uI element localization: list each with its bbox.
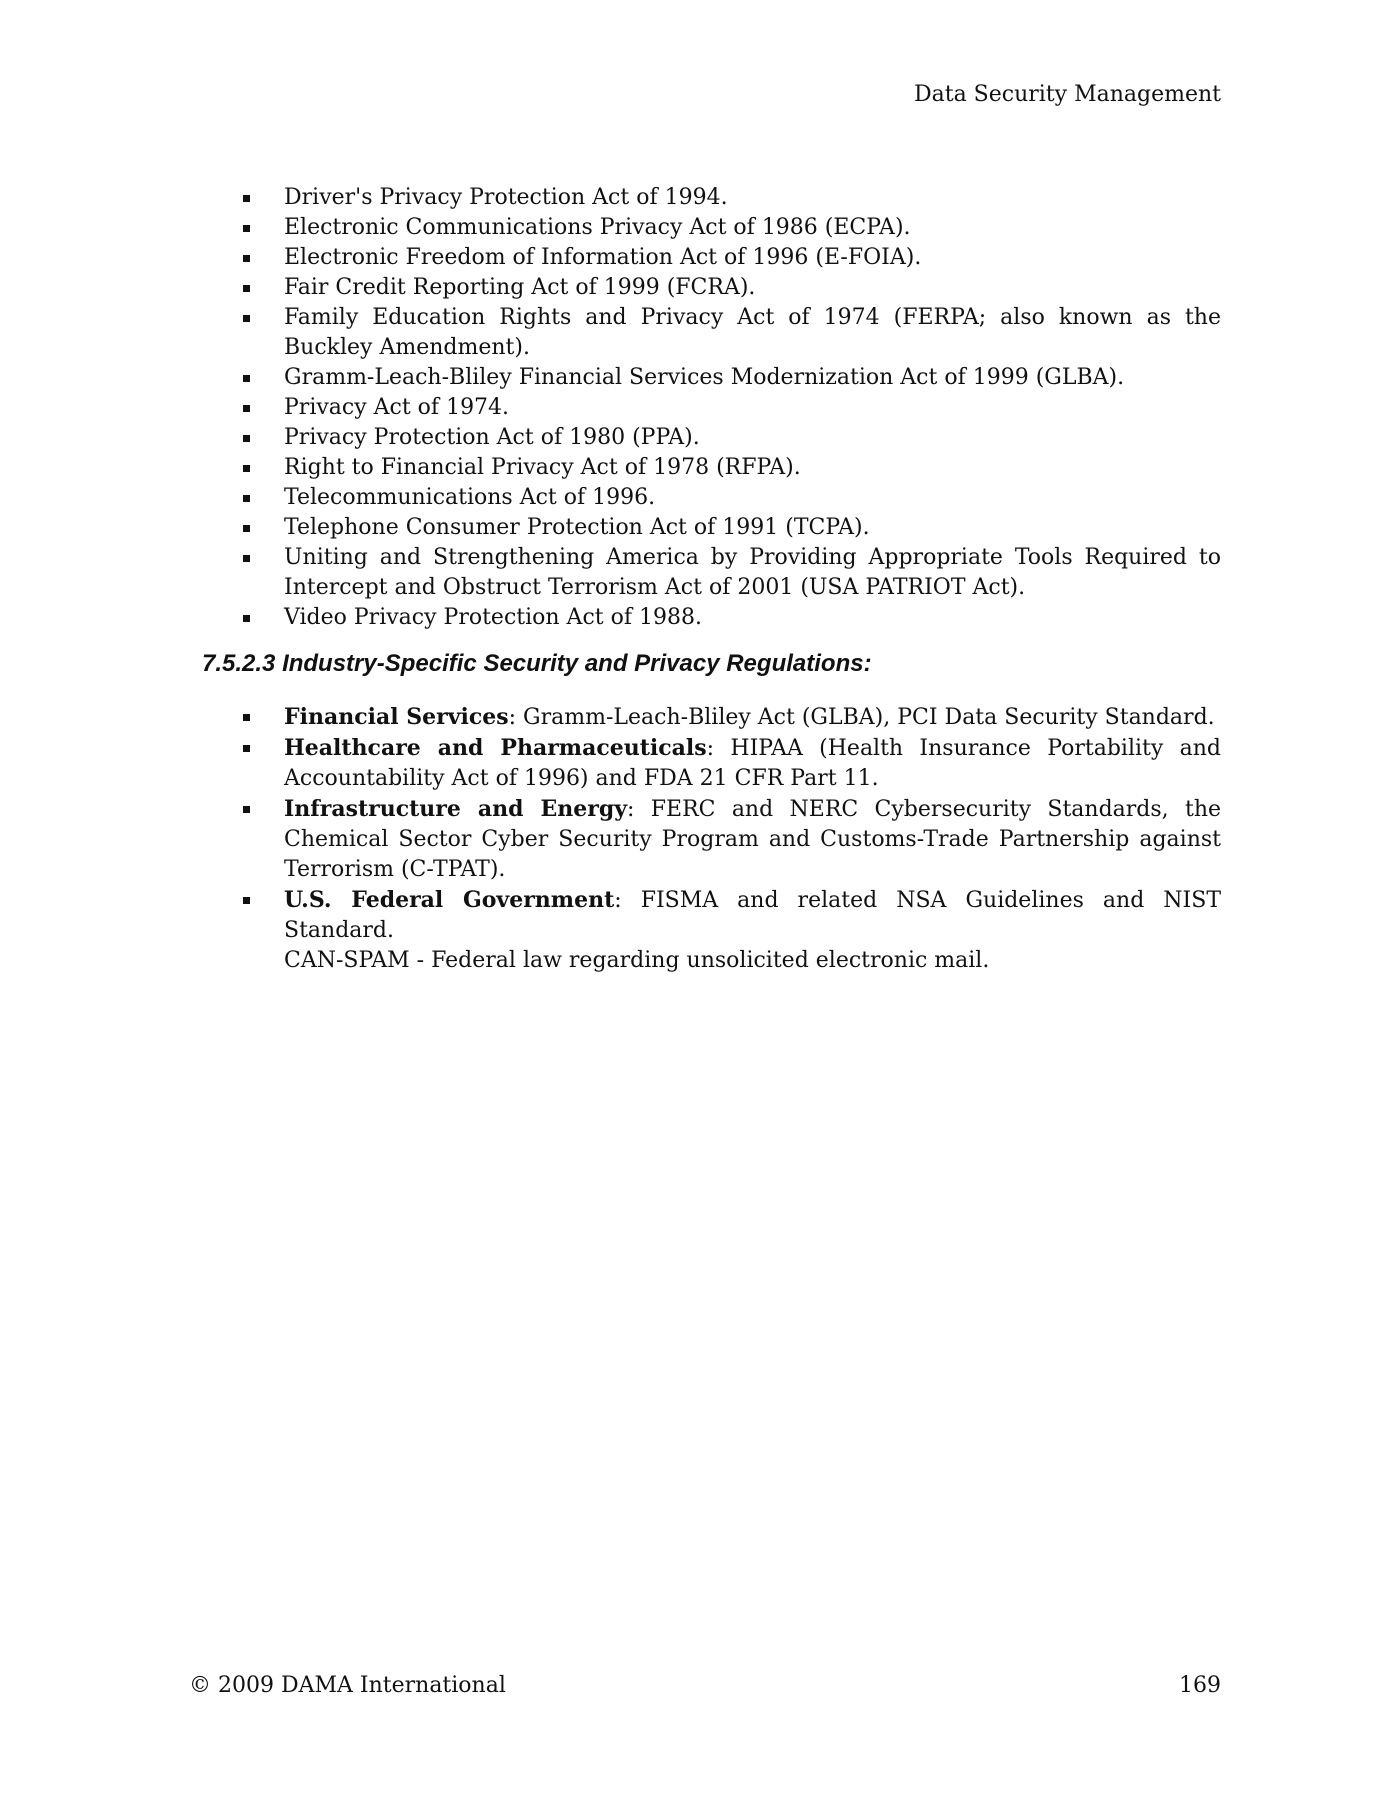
- regulation-text: Gramm-Leach-Bliley Act (GLBA), PCI Data Security Standard.: [523, 705, 1215, 730]
- list-item-text: Telecommunications Act of 1996.: [284, 485, 656, 510]
- list-item: [202, 513, 1221, 543]
- square-bullet-icon: [243, 615, 250, 622]
- list-item-text: Right to Financial Privacy Act of 1978 (RFPA).: [284, 455, 801, 480]
- separator: :: [508, 705, 524, 730]
- list-item: [202, 543, 1221, 603]
- list-item-text: Gramm-Leach-Bliley Financial Services Modernization Act of 1999 (GLBA).: [284, 365, 1125, 390]
- square-bullet-icon: [243, 465, 250, 472]
- list-item: [202, 363, 1221, 393]
- square-bullet-icon: [243, 225, 250, 232]
- square-bullet-icon: [243, 195, 250, 202]
- industry-regulations-list: [202, 702, 1221, 976]
- list-item: [202, 483, 1221, 513]
- list-item: [202, 885, 1221, 976]
- industry-name: Healthcare and Pharmaceuticals: [284, 735, 707, 761]
- list-item: [202, 393, 1221, 423]
- square-bullet-icon: [243, 315, 250, 322]
- separator: :: [614, 888, 641, 913]
- list-item-text: Driver's Privacy Protection Act of 1994.: [284, 185, 728, 210]
- separator: :: [627, 797, 651, 822]
- list-item: [202, 213, 1221, 243]
- section-heading: 7.5.2.3 Industry-Specific Security and Privacy Regulations:: [202, 650, 872, 677]
- list-item: [202, 702, 1221, 733]
- square-bullet-icon: [243, 375, 250, 382]
- regulation-text: FISMA and related NSA Guidelines and NIST Standard.: [284, 888, 1221, 943]
- list-item-text: Electronic Freedom of Information Act of 1996 (E-FOIA).: [284, 245, 922, 270]
- square-bullet-icon: [243, 285, 250, 292]
- list-item: [202, 273, 1221, 303]
- list-item: [202, 794, 1221, 885]
- list-item: [202, 453, 1221, 483]
- regulation-text: FERC and NERC Cybersecurity Standards, the Chemical Sector Cyber Security Program and Customs-Trade Partnership against Terrorism (C-TPAT).: [284, 797, 1222, 882]
- list-item: [202, 733, 1221, 794]
- list-item-text: Electronic Communications Privacy Act of 1986 (ECPA).: [284, 215, 911, 240]
- list-item: [202, 243, 1221, 273]
- list-item-text: Fair Credit Reporting Act of 1999 (FCRA).: [284, 275, 756, 300]
- list-item: [202, 423, 1221, 453]
- list-item-text: Video Privacy Protection Act of 1988.: [284, 605, 702, 630]
- regulation-note: CAN-SPAM - Federal law regarding unsolicited electronic mail.: [284, 948, 990, 973]
- running-header: Data Security Management: [913, 82, 1221, 107]
- square-bullet-icon: [243, 405, 250, 412]
- separator: :: [706, 736, 731, 761]
- list-item: [202, 603, 1221, 633]
- industry-name: U.S. Federal Government: [284, 887, 615, 913]
- list-item-text: Telephone Consumer Protection Act of 1991 (TCPA).: [284, 515, 870, 540]
- industry-name: Financial Services: [284, 704, 509, 730]
- list-item-text: Uniting and Strengthening America by Providing Appropriate Tools Required to Intercept and Obstruct Terrorism Act of 2001 (USA PATRIOT Act).: [284, 545, 1221, 600]
- square-bullet-icon: [243, 495, 250, 502]
- square-bullet-icon: [243, 255, 250, 262]
- square-bullet-icon: [243, 897, 250, 904]
- industry-name: Infrastructure and Energy: [284, 796, 628, 822]
- list-item: [202, 183, 1221, 213]
- square-bullet-icon: [243, 714, 250, 721]
- square-bullet-icon: [243, 435, 250, 442]
- page-content: [202, 183, 1221, 976]
- square-bullet-icon: [243, 806, 250, 813]
- list-item-text: Family Education Rights and Privacy Act of 1974 (FERPA; also known as the Buckley Amendment).: [284, 305, 1221, 360]
- list-item: [202, 303, 1221, 363]
- square-bullet-icon: [243, 745, 250, 752]
- footer-copyright: © 2009 DAMA International: [189, 1673, 506, 1698]
- privacy-acts-list: [202, 183, 1221, 633]
- square-bullet-icon: [243, 525, 250, 532]
- regulation-text: HIPAA (Health Insurance Portability and Accountability Act of 1996) and FDA 21 CFR Part 11.: [284, 736, 1222, 791]
- list-item-text: Privacy Act of 1974.: [284, 395, 510, 420]
- list-item-text: Privacy Protection Act of 1980 (PPA).: [284, 425, 700, 450]
- page-number: 169: [1179, 1673, 1221, 1698]
- square-bullet-icon: [243, 555, 250, 562]
